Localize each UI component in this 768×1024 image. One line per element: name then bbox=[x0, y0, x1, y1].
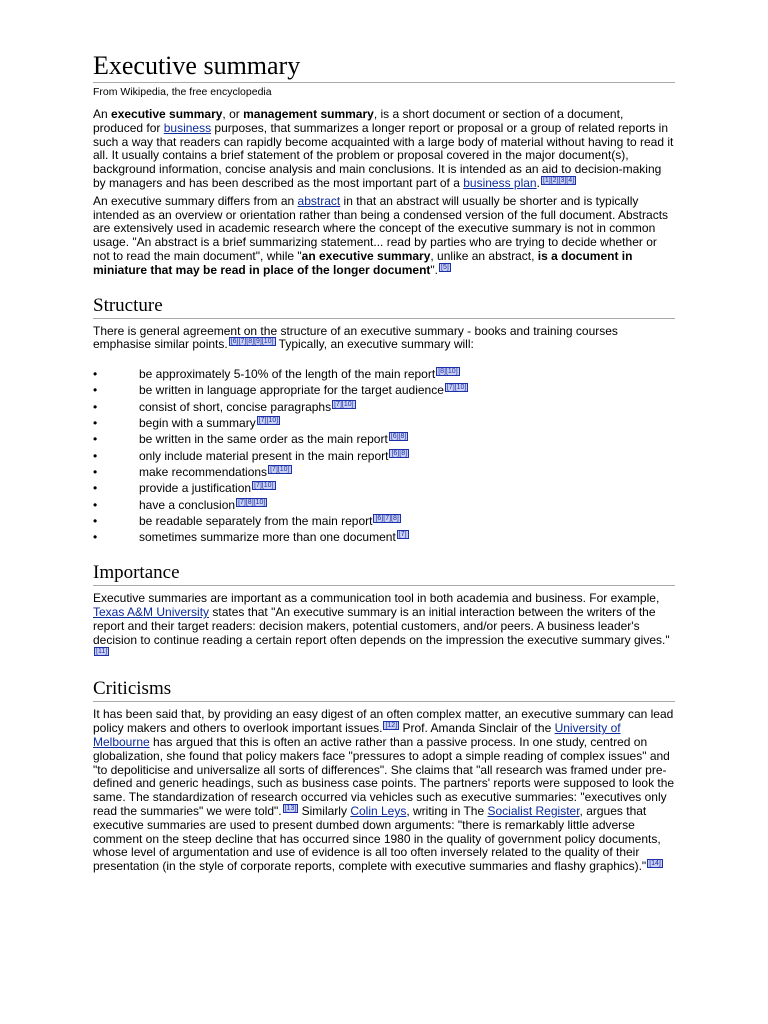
link-socialist-register[interactable]: Socialist Register bbox=[487, 803, 580, 818]
list-item bbox=[93, 464, 675, 480]
bullet-icon: • bbox=[93, 367, 98, 382]
intro-paragraph-2: An executive summary differs from an abstract in that an abstract will usually be shorter and is typically intended as an overview or orientation rather than being a condensed version of the full document. Abstracts are extensively used in academic research where the concept of the executive summary is not in common usage. "An abstract is a brief summarizing statement... read by parties who are trying to decide whether or not to read the main document", while "an executive summary, unlike an abstract, is a document in miniature that may be read in place of the longer document". [5] bbox=[93, 193, 669, 277]
bullet-icon: • bbox=[93, 448, 98, 463]
bullet-icon: • bbox=[93, 464, 98, 479]
list-item-text: provide a justification bbox=[139, 481, 252, 496]
citation-ref[interactable]: [7] bbox=[398, 531, 407, 539]
list-item bbox=[93, 431, 675, 447]
importance-paragraph: Executive summaries are important as a communication tool in both academia and business. For example, Texas A&M University states that "An executive summary is an initial interaction between the writers of the report and their target readers: decision makers, potential customers, and/or peers. A business leader's decision to continue reading a certain report often depends on the impression the executive summary gives."[11] bbox=[93, 591, 670, 655]
citation-ref[interactable]: [7][10] bbox=[254, 482, 274, 490]
list-item-text: make recommendations bbox=[139, 464, 268, 479]
list-item bbox=[93, 497, 675, 513]
link-university-of-melbourne[interactable]: University of Melbourne bbox=[93, 721, 621, 749]
list-item bbox=[93, 448, 675, 464]
section-heading-criticisms: Criticisms bbox=[93, 677, 675, 702]
citation-ref[interactable]: [7][10] bbox=[270, 465, 290, 473]
link-business[interactable]: business bbox=[163, 120, 212, 135]
bullet-icon: • bbox=[93, 383, 98, 398]
structure-list bbox=[93, 366, 675, 545]
citation-ref[interactable]: [7][10] bbox=[258, 417, 279, 425]
term-executive-summary: executive summary bbox=[111, 107, 223, 121]
link-business-plan[interactable]: business plan bbox=[463, 175, 537, 190]
citation-ref[interactable]: [8][10] bbox=[438, 368, 458, 376]
list-item-text: only include material present in the main report bbox=[139, 448, 389, 463]
list-item-text: sometimes summarize more than one document bbox=[139, 530, 396, 545]
citation-ref[interactable]: [7][10] bbox=[446, 384, 467, 392]
list-item bbox=[93, 366, 675, 382]
citation-ref[interactable]: [6][8] bbox=[391, 449, 408, 457]
list-item bbox=[93, 415, 675, 431]
intro-paragraph-1: An executive summary, or management summary, is a short document or section of a document, produced for business purposes, that summarizes a longer report or proposal or a group of related reports in such a way that readers can rapidly become acquainted with a large body of material without having to read it all. It usually contains a brief statement of the problem or proposal covered in the major document(s), background information, concise analysis and main conclusions. It is intended as an aid to decision-making by managers and has been described as the most important part of a business plan. [1][2][3][4] bbox=[93, 107, 674, 190]
article bbox=[93, 50, 675, 878]
bullet-icon: • bbox=[93, 432, 98, 447]
link-colin-leys[interactable]: Colin Leys bbox=[350, 803, 407, 818]
list-item-text: have a conclusion bbox=[139, 497, 236, 512]
list-item bbox=[93, 382, 675, 398]
bullet-icon: • bbox=[93, 497, 98, 512]
section-heading-structure: Structure bbox=[93, 294, 675, 319]
list-item bbox=[93, 529, 675, 545]
citation-ref[interactable]: [6][7][8] bbox=[375, 514, 399, 522]
list-item-text: consist of short, concise paragraphs bbox=[139, 399, 332, 414]
link-abstract[interactable]: abstract bbox=[297, 193, 341, 208]
list-item bbox=[93, 513, 675, 529]
tagline: From Wikipedia, the free encyclopedia bbox=[93, 86, 272, 98]
list-item bbox=[93, 399, 675, 415]
list-item-text: be approximately 5-10% of the length of the main report bbox=[139, 367, 436, 382]
list-item-text: begin with a summary bbox=[139, 416, 256, 431]
citation-ref[interactable]: [7][8][10] bbox=[238, 498, 266, 506]
citation-ref[interactable]: [13] bbox=[284, 804, 297, 812]
list-item-text: be written in the same order as the main report bbox=[139, 432, 388, 447]
bullet-icon: • bbox=[93, 416, 98, 431]
page-title: Executive summary bbox=[93, 50, 675, 83]
citation-ref[interactable]: [14] bbox=[649, 860, 661, 868]
section-heading-importance: Importance bbox=[93, 561, 675, 586]
citation-ref[interactable]: [7][10] bbox=[334, 400, 354, 408]
link-texas-am[interactable]: Texas A&M University bbox=[93, 605, 210, 620]
structure-intro: There is general agreement on the structure of an executive summary - books and training courses emphasise similar points. [6][7][8][9][10] Typically, an executive summary will: bbox=[93, 323, 618, 352]
list-item-text: be readable separately from the main report bbox=[139, 513, 373, 528]
citation-ref[interactable]: [6][8] bbox=[390, 433, 407, 441]
citation-ref[interactable]: [5] bbox=[441, 263, 449, 271]
bullet-icon: • bbox=[93, 530, 98, 545]
bullet-icon: • bbox=[93, 399, 98, 414]
citation-ref[interactable]: [1][2][3][4] bbox=[542, 176, 575, 184]
term-management-summary: management summary bbox=[243, 107, 374, 121]
list-item bbox=[93, 480, 675, 496]
citation-ref[interactable]: [12] bbox=[385, 722, 398, 730]
citation-ref[interactable]: [6][7][8][9][10] bbox=[230, 338, 274, 346]
bullet-icon: • bbox=[93, 481, 98, 496]
bullet-icon: • bbox=[93, 513, 98, 528]
list-item-text: be written in language appropriate for the target audience bbox=[139, 383, 444, 398]
citation-ref[interactable]: [11] bbox=[96, 647, 108, 655]
criticisms-paragraph: It has been said that, by providing an easy digest of an often complex matter, an executive summary can lead policy makers and others to overlook important issues. [12] Prof. Amanda Sinclair of the University of Melbourne has argued that this is often an active rather than a passive process. In one study, centred on globalization, she found that policy makers face "pressures to adopt a simple reading of complex issues" and "to depoliticise and universalize all sorts of differences". She claims that "all research was framed under pre-defined and generic headings, such as business case points. The partners' reports were supposed to look the same. The standardization of research occurred via vehicles such as executive summaries: "executives only read the summaries" we were told". [13] Similarly Colin Leys, writing in The Socialist Register, argues that executive summaries are used to present dumbed down arguments: "there is remarkably little adverse comment on the steep decline that has occurred since 1980 in the quality of government policy documents, whose level of argumentation and use of evidence is all too often inversely related to the quality of their presentation (in the style of corporate reports, complete with executive summaries and flashy graphics)." [14] bbox=[93, 707, 675, 874]
